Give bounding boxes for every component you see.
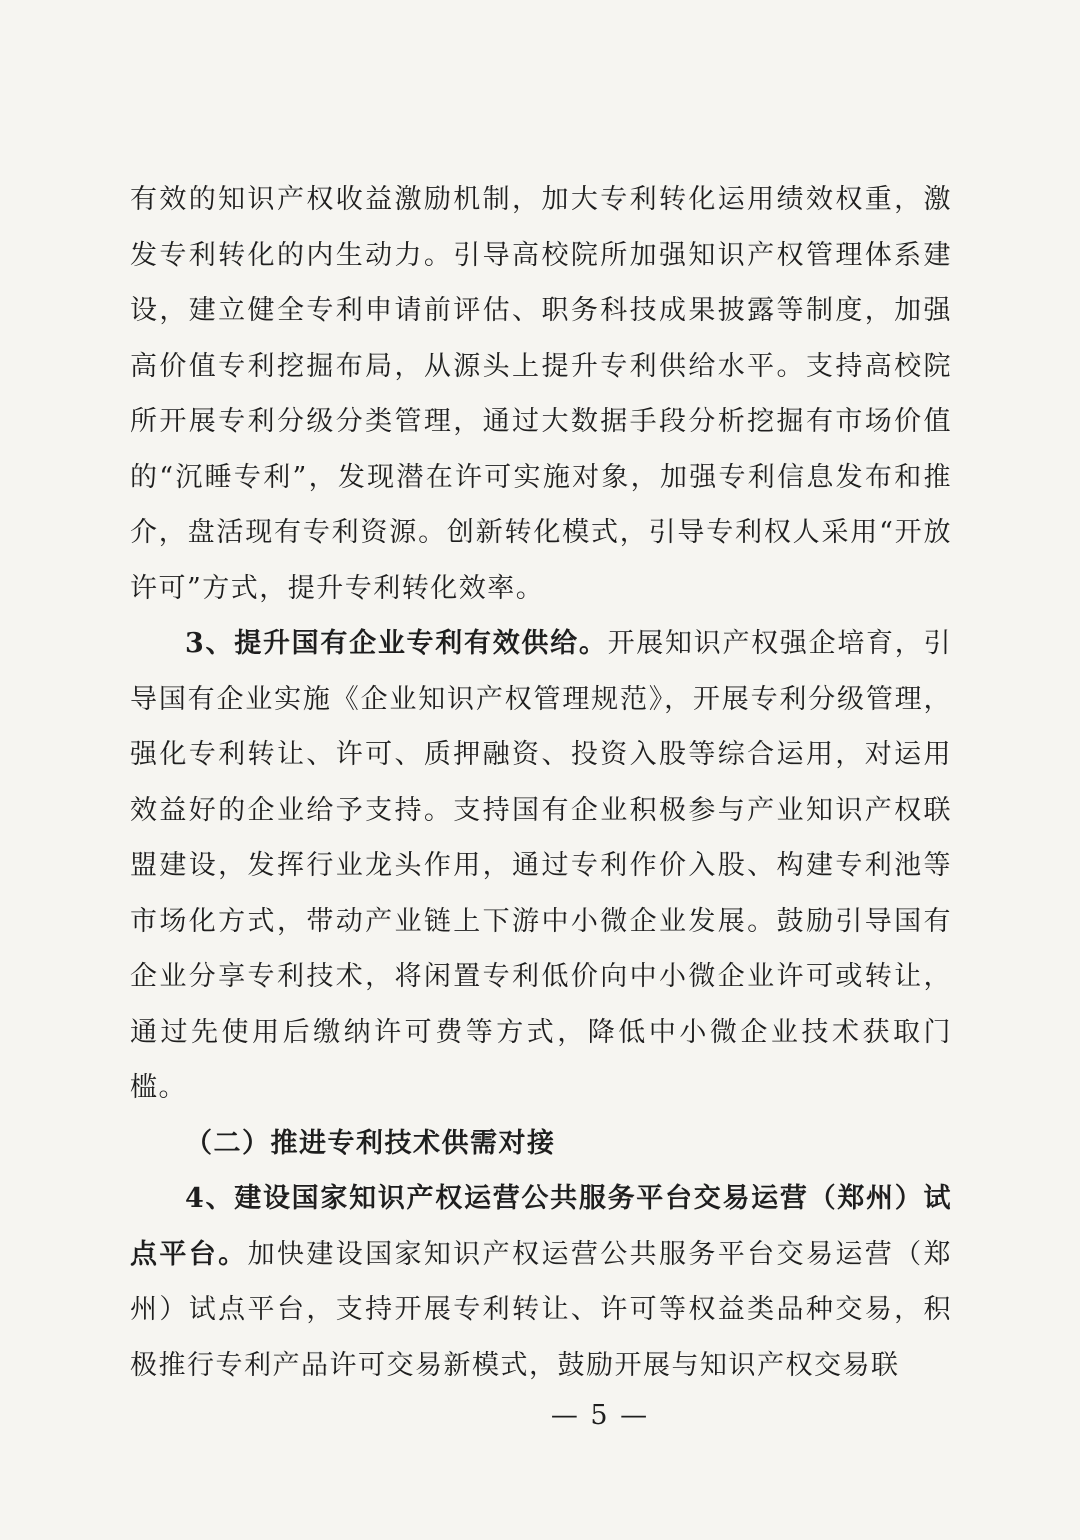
section-heading: （二）推进专利技术供需对接 — [185, 1127, 556, 1159]
paragraph-lead: 3、提升国有企业专利有效供给。 — [185, 628, 608, 659]
document-body — [130, 172, 952, 1393]
paragraph-item-3 — [130, 616, 952, 1116]
paragraph-text: 有效的知识产权收益激励机制，加大专利转化运用绩效权重，激发专利转化的内生动力。引导高校院所加强知识产权管理体系建设，建立健全专利申请前评估、职务科技成果披露等制度，加强高价值专利挖掘布局，从源头上提升专利供给水平。支持高校院所开展专利分级分类管理，通过大数据手段分析挖掘有市场价值的“沉睡专利”，发现潜在许可实施对象，加强专利信息发布和推介，盘活现有专利资源。创新转化模式，引导专利权人采用“开放许可”方式，提升专利转化效率。 — [130, 184, 952, 604]
page-number: — 5 — — [550, 1400, 650, 1431]
paragraph-continuation — [130, 172, 952, 616]
paragraph-text: 加快建设国家知识产权运营公共服务平台交易运营（郑州）试点平台，支持开展专利转让、许可等权益类品种交易，积极推行专利产品许可交易新模式，鼓励开展与知识产权交易联 — [130, 1238, 953, 1381]
paragraph-text: 开展知识产权强企培育，引导国有企业实施《企业知识产权管理规范》，开展专利分级管理，强化专利转让、许可、质押融资、投资入股等综合运用，对运用效益好的企业给予支持。支持国有企业积极参与产业知识产权联盟建设，发挥行业龙头作用，通过专利作价入股、构建专利池等市场化方式，带动产业链上下游中小微企业发展。鼓励引导国有企业分享专利技术，将闲置专利低价向中小微企业许可或转让，通过先使用后缴纳许可费等方式，降低中小微企业技术获取门槛。 — [130, 628, 952, 1103]
paragraph-item-4 — [130, 1171, 952, 1393]
paragraph-lead: 4、建设国家知识产权运营公共服务平台交易运营（郑州）试点平台。 — [130, 1183, 952, 1270]
